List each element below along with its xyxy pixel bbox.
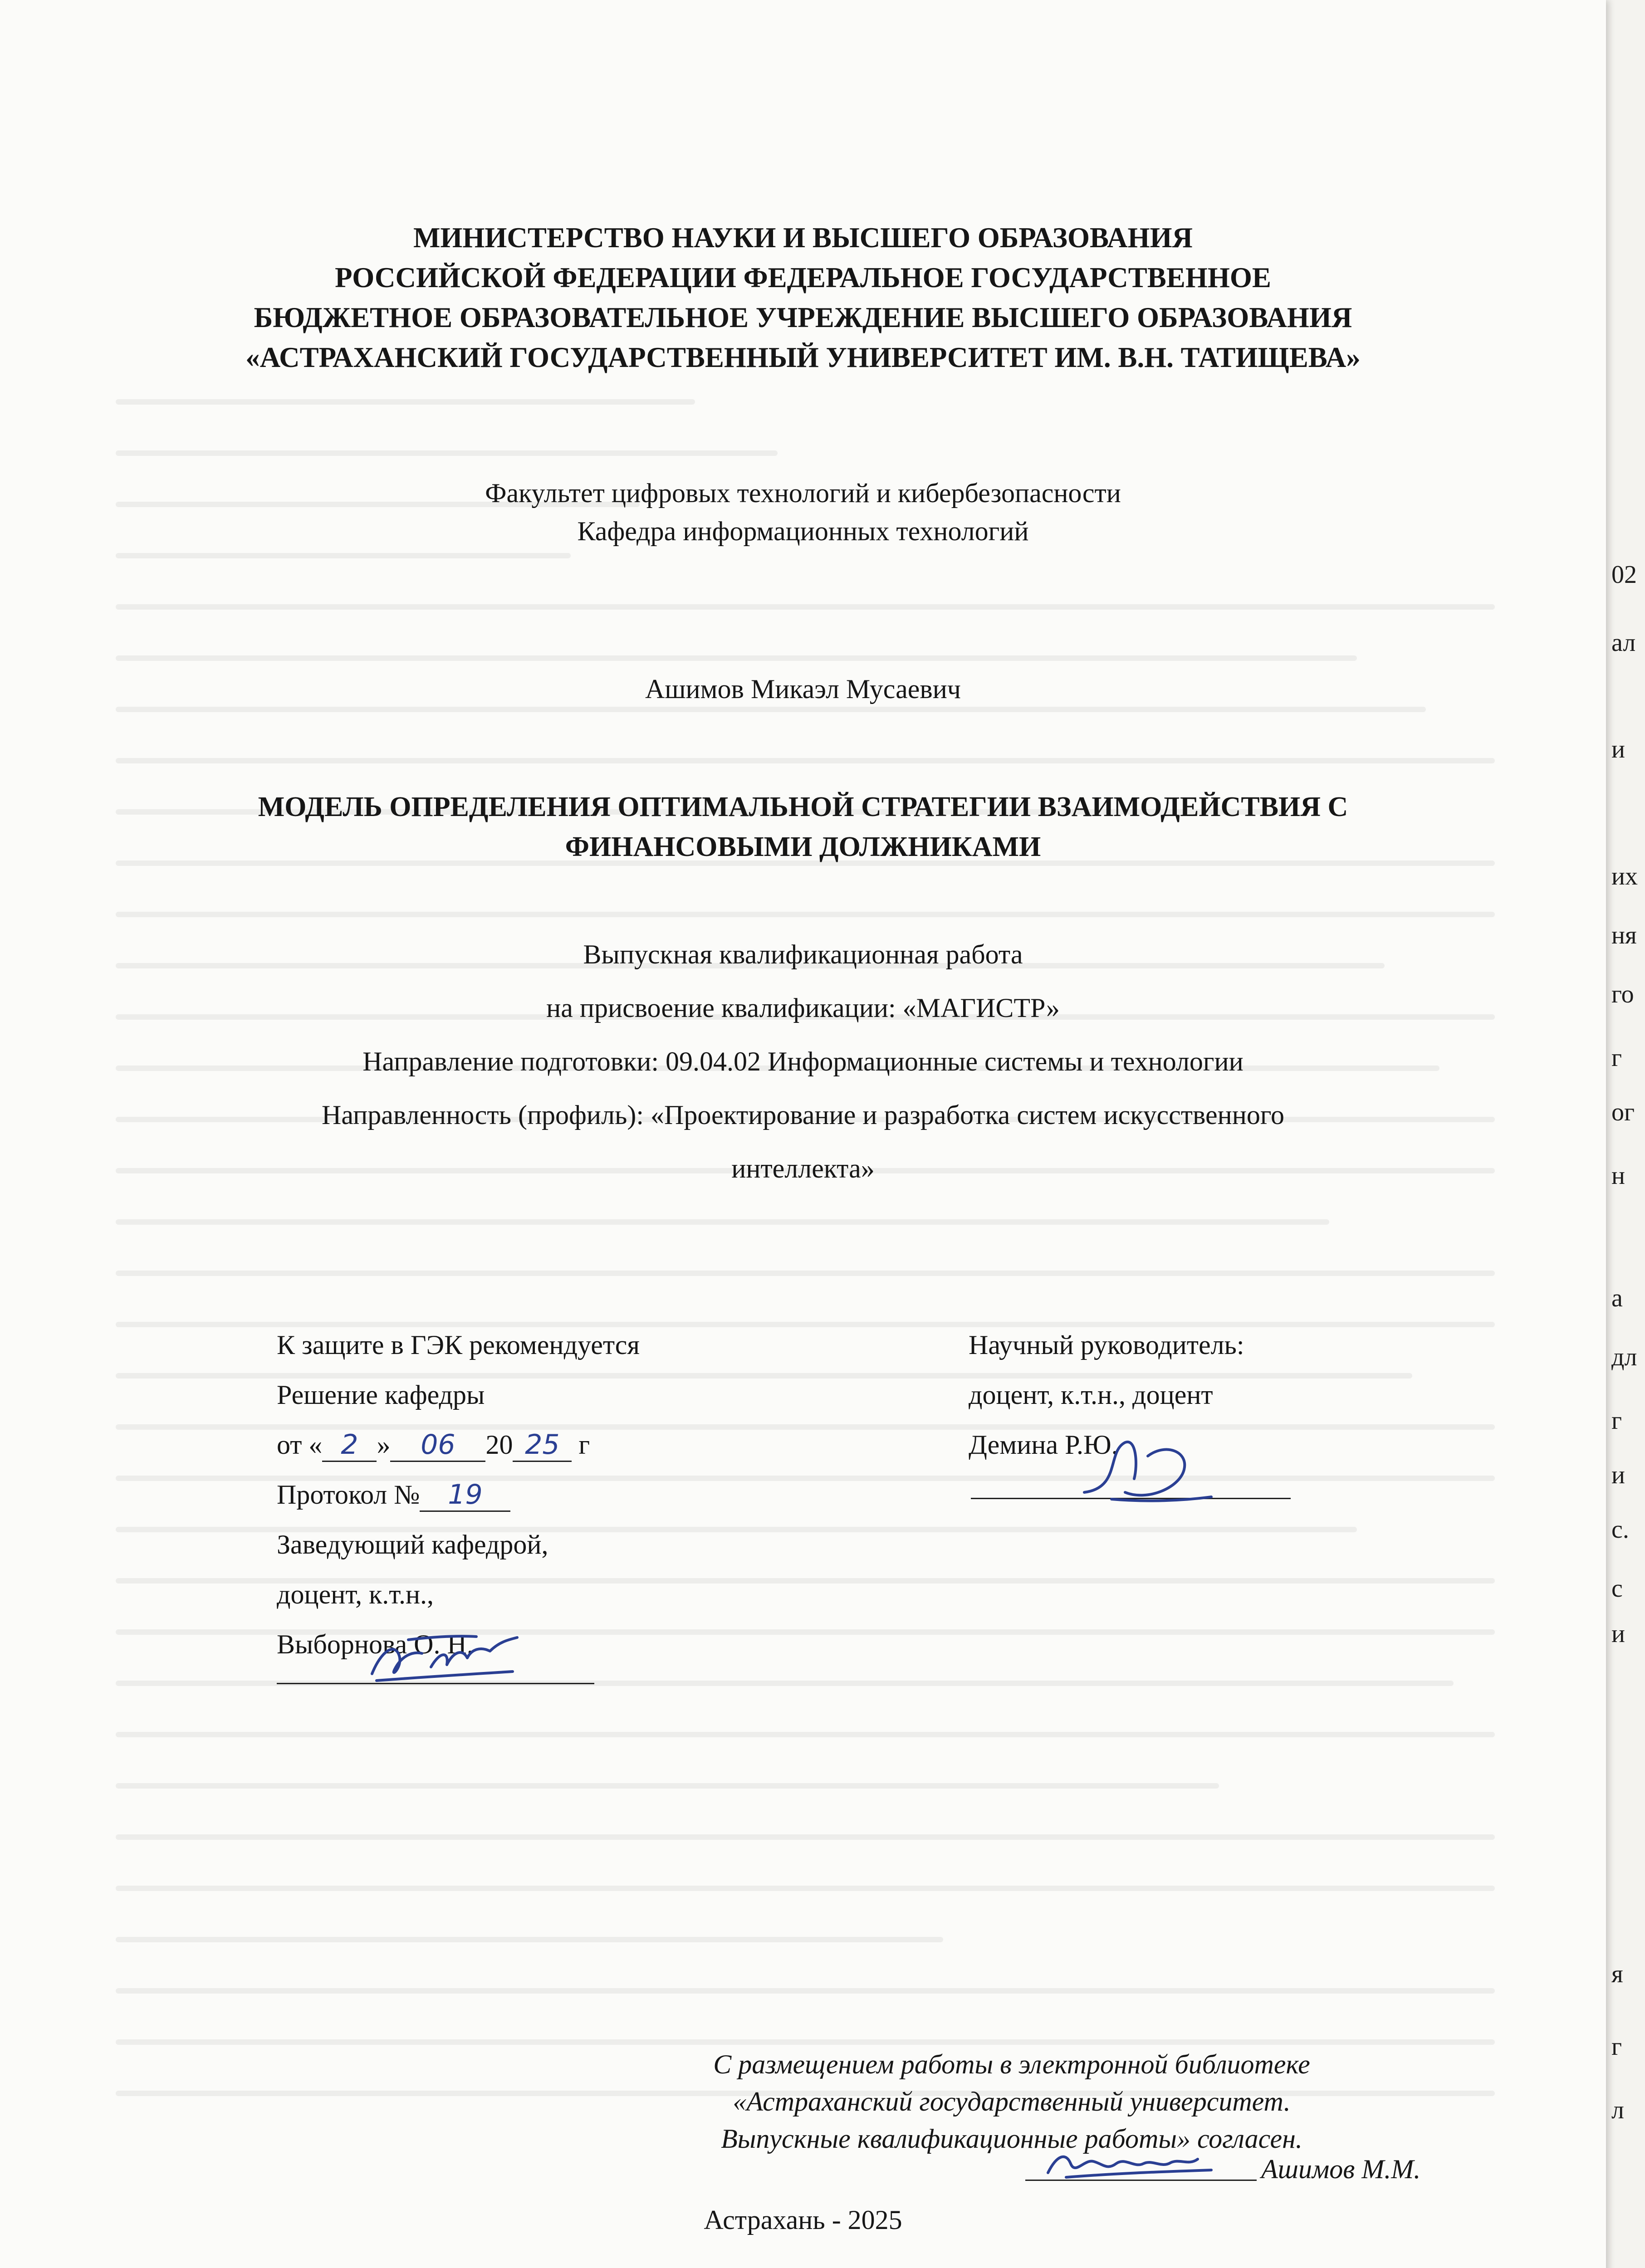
faculty-name: Факультет цифровых технологий и кибербезопасности <box>485 478 1121 508</box>
author-name: Ашимов Микаэл Мусаевич <box>645 674 961 704</box>
supervisor-degree: доцент, к.т.н., доцент <box>969 1380 1213 1410</box>
department-head-title: Заведующий кафедрой, <box>277 1530 548 1559</box>
consent-signer-name: Ашимов М.М. <box>1261 2154 1421 2184</box>
edge-fragment: г <box>1611 2033 1622 2061</box>
protocol-label: Протокол № <box>277 1480 420 1510</box>
ministry-header <box>0 218 1606 377</box>
decision-date <box>277 1420 640 1470</box>
department-decision: Решение кафедры <box>277 1380 485 1410</box>
supervisor-signature <box>1057 1424 1220 1510</box>
department-head-degree: доцент, к.т.н., <box>277 1579 434 1609</box>
ministry-line: МИНИСТЕРСТВО НАУКИ И ВЫСШЕГО ОБРАЗОВАНИЯ <box>413 222 1193 254</box>
edge-fragment: и <box>1611 1461 1625 1489</box>
defense-approval-block <box>277 1320 640 1669</box>
study-profile-continued: интеллекта» <box>731 1154 875 1183</box>
work-type: Выпускная квалификационная работа <box>583 939 1023 969</box>
edge-fragment: го <box>1611 980 1634 1008</box>
edge-fragment: и <box>1611 735 1625 763</box>
edge-fragment: л <box>1611 2096 1624 2124</box>
supervisor-name: Демина Р.Ю. <box>969 1430 1118 1460</box>
date-suffix: г <box>578 1430 590 1460</box>
edge-fragment: я <box>1611 1960 1623 1988</box>
protocol-number: 19 <box>420 1479 510 1512</box>
library-consent-line: «Астраханский государственный университет. <box>733 2087 1291 2116</box>
edge-fragment: г <box>1611 1407 1622 1435</box>
thesis-description <box>0 928 1606 1195</box>
edge-fragment: ня <box>1611 921 1637 949</box>
qualification: на присвоение квалификации: «МАГИСТР» <box>546 993 1060 1023</box>
edge-fragment: ог <box>1611 1098 1635 1126</box>
study-direction: Направление подготовки: 09.04.02 Информационные системы и технологии <box>362 1046 1244 1076</box>
edge-fragment: н <box>1611 1162 1625 1190</box>
date-year: 25 <box>513 1429 572 1462</box>
date-prefix: от « <box>277 1430 323 1460</box>
ministry-line: БЮДЖЕТНОЕ ОБРАЗОВАТЕЛЬНОЕ УЧРЕЖДЕНИЕ ВЫСШЕГО ОБРАЗОВАНИЯ <box>254 302 1352 333</box>
show-through-lines <box>116 399 1495 2142</box>
edge-fragment: с <box>1611 1574 1623 1603</box>
edge-fragment: и <box>1611 1620 1625 1648</box>
edge-fragment: а <box>1611 1284 1623 1312</box>
library-consent-line: Выпускные квалификационные работы» согласен. <box>721 2124 1302 2154</box>
edge-fragment: с. <box>1611 1515 1629 1544</box>
thesis-title-line: МОДЕЛЬ ОПРЕДЕЛЕНИЯ ОПТИМАЛЬНОЙ СТРАТЕГИИ ВЗАИМОДЕЙСТВИЯ С <box>258 792 1348 822</box>
thesis-title <box>0 787 1606 867</box>
library-consent <box>603 2046 1420 2157</box>
consent-signature <box>1039 2132 1229 2186</box>
date-year-prefix: 20 <box>485 1430 513 1460</box>
protocol-number-row <box>277 1470 640 1520</box>
edge-fragment: ал <box>1611 629 1636 657</box>
thesis-title-line: ФИНАНСОВЫМИ ДОЛЖНИКАМИ <box>565 831 1041 862</box>
city-year: Астрахань - 2025 <box>704 2205 902 2235</box>
edge-fragment: дл <box>1611 1343 1637 1371</box>
date-mid: » <box>377 1430 391 1460</box>
faculty-block <box>0 474 1606 550</box>
supervisor-label: Научный руководитель: <box>969 1330 1244 1360</box>
head-signature <box>363 1624 526 1692</box>
university-name: «АСТРАХАНСКИЙ ГОСУДАРСТВЕННЫЙ УНИВЕРСИТЕТ ИМ. В.Н. ТАТИЩЕВА» <box>245 342 1361 373</box>
date-day: 2 <box>322 1429 377 1462</box>
defense-recommendation: К защите в ГЭК рекомендуется <box>277 1330 640 1360</box>
study-profile: Направленность (профиль): «Проектирование и разработка систем искусственного <box>322 1100 1284 1130</box>
ministry-line: РОССИЙСКОЙ ФЕДЕРАЦИИ ФЕДЕРАЛЬНОЕ ГОСУДАРСТВЕННОЕ <box>335 262 1271 293</box>
edge-fragment: их <box>1611 862 1638 890</box>
edge-fragment: 02 <box>1611 561 1637 589</box>
edge-fragment: г <box>1611 1044 1622 1072</box>
department-name: Кафедра информационных технологий <box>577 516 1029 546</box>
date-month: 06 <box>390 1429 485 1462</box>
library-consent-line: С размещением работы в электронной библиотеке <box>713 2049 1310 2079</box>
department-head-name: Выборнова О. Н. <box>277 1629 474 1659</box>
